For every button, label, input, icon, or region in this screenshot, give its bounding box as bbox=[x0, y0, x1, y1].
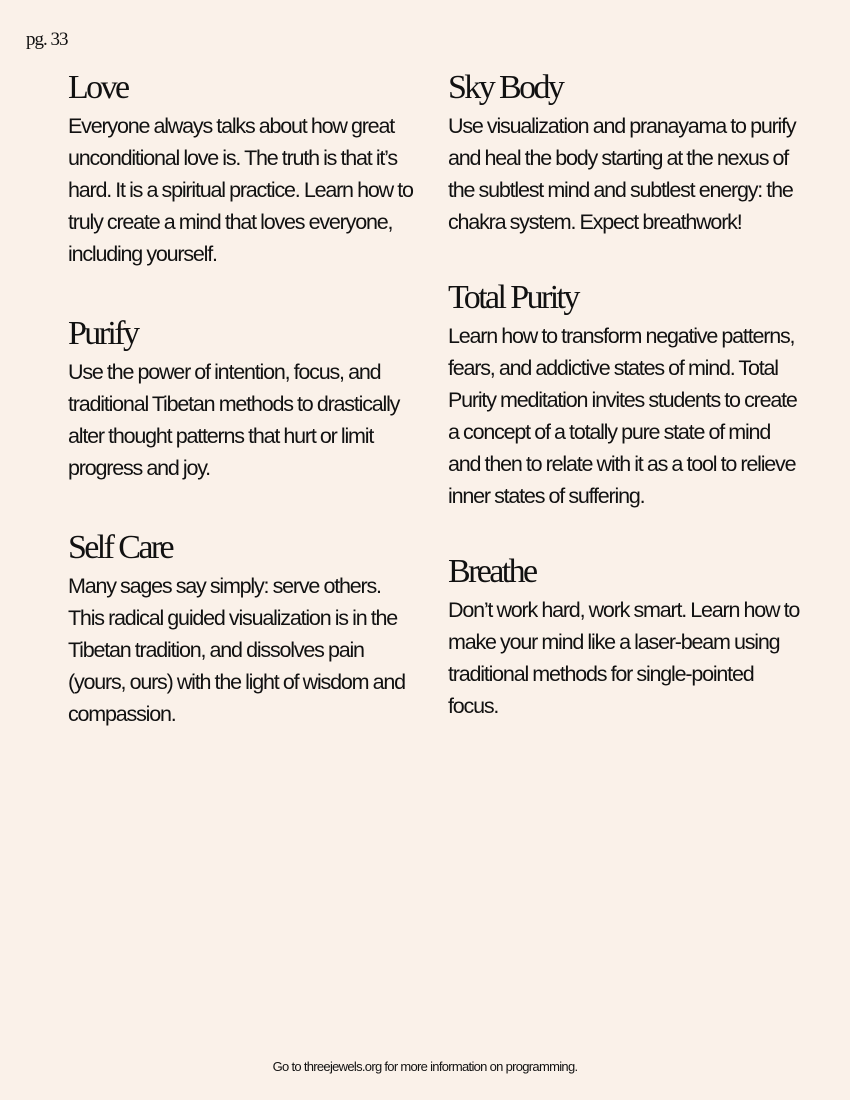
section-sky-body bbox=[448, 68, 800, 238]
page-number: pg. 33 bbox=[26, 29, 68, 50]
footer-note: Go to threejewels.org for more information on programming. bbox=[272, 1059, 578, 1074]
section-body: Use visualization and pranayama to purify and heal the body starting at the nexus of the subtlest mind and subtlest energy: the chakra system. Expect breathwork! bbox=[448, 114, 796, 234]
section-love bbox=[68, 68, 420, 270]
section-body: Don’t work hard, work smart. Learn how to make your mind like a laser-beam using traditional methods for single-pointed focus. bbox=[448, 598, 800, 718]
section-title: Breathe bbox=[448, 553, 536, 590]
left-column bbox=[68, 68, 420, 730]
section-title: Self Care bbox=[68, 529, 173, 566]
section-body: Many sages say simply: serve others. This radical guided visualization is in the Tibetan tradition, and dissolves pain (yours, ours) with the light of wisdom and compassion. bbox=[68, 574, 405, 726]
section-title: Purify bbox=[68, 315, 138, 352]
section-body: Use the power of intention, focus, and traditional Tibetan methods to drastically alter thought patterns that hurt or limit progress and joy. bbox=[68, 360, 400, 480]
section-breathe bbox=[448, 552, 800, 722]
section-title: Total Purity bbox=[448, 279, 578, 316]
section-body: Everyone always talks about how great unconditional love is. The truth is that it’s hard. It is a spiritual practice. Learn how to truly create a mind that loves everyone, including yourself. bbox=[68, 114, 413, 266]
section-body: Learn how to transform negative patterns, fears, and addictive states of mind. Total Purity meditation invites students to create a concept of a totally pure state of mind and then to relate with it as a tool to relieve inner states of suffering. bbox=[448, 324, 797, 508]
section-title: Love bbox=[68, 69, 128, 106]
section-total-purity bbox=[448, 278, 800, 512]
right-column bbox=[448, 68, 800, 722]
section-title: Sky Body bbox=[448, 69, 563, 106]
section-purify bbox=[68, 314, 420, 484]
section-self-care bbox=[68, 528, 420, 730]
